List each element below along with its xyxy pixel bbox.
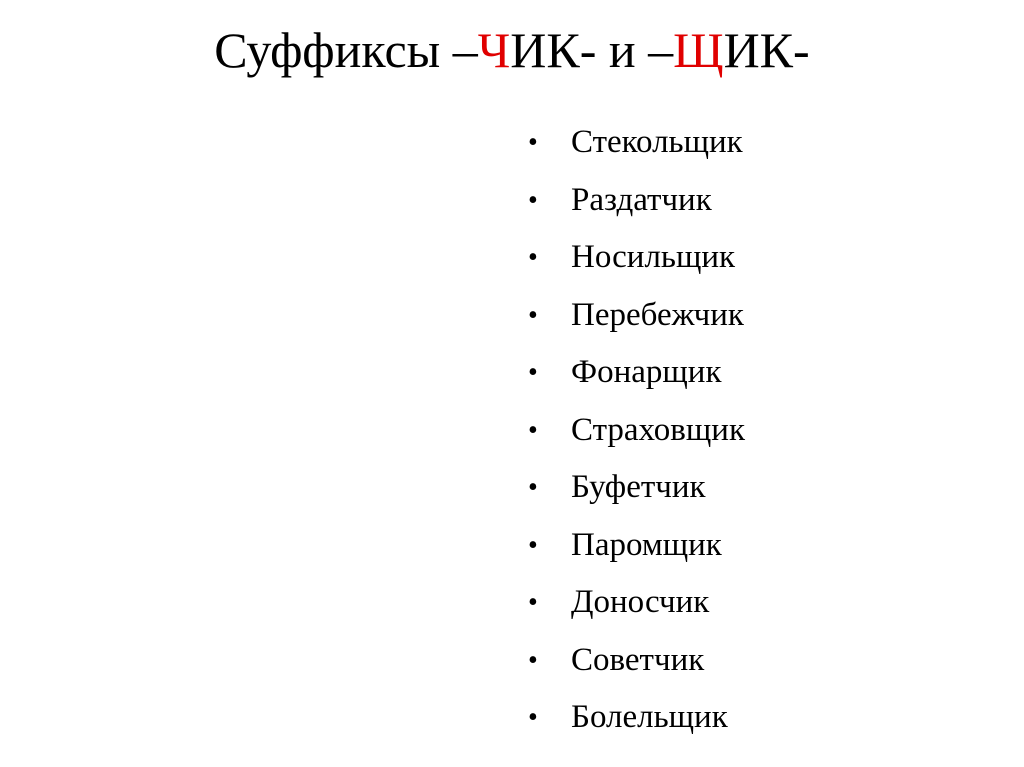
- list-item: [528, 402, 745, 460]
- bullet-icon: •: [528, 357, 538, 388]
- list-item: [528, 172, 745, 230]
- list-item: [528, 287, 745, 345]
- bullet-icon: •: [528, 414, 538, 446]
- bullet-icon: •: [528, 127, 538, 158]
- bullet-icon: •: [528, 644, 538, 676]
- list-item: [528, 574, 745, 632]
- list-item-word: Стекольщик: [571, 124, 743, 160]
- title-text-part-3: ИК-: [723, 22, 810, 78]
- list-item-word: Советчик: [571, 641, 705, 678]
- list-item: [528, 689, 745, 747]
- title-text-part-1: Суффиксы –: [214, 22, 478, 78]
- list-item: [528, 459, 745, 517]
- list-item-word: Доносчик: [571, 584, 710, 620]
- bullet-icon: •: [528, 472, 538, 503]
- bullet-icon: •: [528, 587, 538, 618]
- list-item-word: Страховщик: [571, 411, 745, 448]
- list-item: [528, 114, 745, 172]
- list-item: [528, 229, 745, 287]
- list-item-word: Паромщик: [571, 526, 722, 563]
- list-item-word: Перебежчик: [571, 296, 744, 333]
- bullet-icon: •: [528, 299, 538, 331]
- list-item: [528, 632, 745, 690]
- slide-title: [0, 18, 1024, 82]
- list-item-word: Буфетчик: [571, 469, 706, 505]
- bullet-icon: •: [528, 242, 538, 273]
- list-item-word: Фонарщик: [571, 354, 722, 390]
- title-text-part-2: ИК- и –: [510, 22, 674, 78]
- list-item-word: Носильщик: [571, 239, 736, 275]
- list-item-word: Раздатчик: [571, 181, 712, 218]
- list-item-word: Болельщик: [571, 699, 728, 735]
- bullet-icon: •: [528, 529, 538, 561]
- list-item: [528, 517, 745, 575]
- bullet-icon: •: [528, 702, 538, 733]
- word-list: [528, 114, 745, 747]
- bullet-icon: •: [528, 184, 538, 216]
- title-accent-ch: Ч: [477, 22, 511, 78]
- title-accent-shch: Щ: [673, 22, 724, 78]
- list-item: [528, 344, 745, 402]
